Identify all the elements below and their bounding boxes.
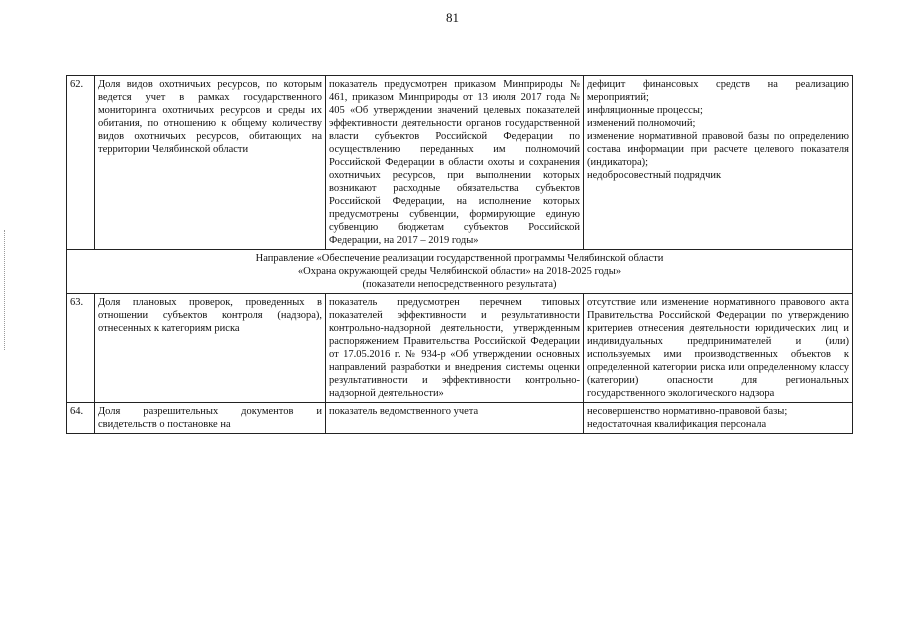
margin-mark (4, 230, 6, 350)
table-row (67, 403, 853, 434)
row-number: 62. (67, 76, 95, 250)
indicator-method: показатель предусмотрен перечнем типовых показателей эффективности и результативности контрольно-надзорной деятельности, утвержденным распоряжением Правительства Российской Федерации от 17.05.2016 г. № 934-р «Об утверждении основных направлений разработки и внедрения системы оценки результативности и эффективности контрольно-надзорной деятельности» (326, 294, 584, 403)
table-row (67, 76, 853, 250)
indicator-method: показатель предусмотрен приказом Минприроды № 461, приказом Минприроды от 13 июля 2017 года № 405 «Об утверждении значений целевых показателей эффективности деятельности органов государственной власти субъектов Российской Федерации по осуществлению переданных им полномочий Российской Федерации в области охоты и сохранения охотничьих ресурсов, при выполнении которых возникают расходные обязательства субъектов Российской Федерации, на исполнение которых предусмотрены субвенции, формирующие единую субвенцию бюджетам субъектов Российской Федерации, на 2017 – 2019 годы» (326, 76, 584, 250)
risk-item: инфляционные процессы; (587, 105, 703, 116)
row-number: 63. (67, 294, 95, 403)
direction-line: «Охрана окружающей среды Челябинской области» на 2018-2025 годы» (297, 266, 622, 277)
risk-factors: отсутствие или изменение нормативного правового акта Правительства Российской Федерации по утверждению критериев отнесения деятельности юридических лиц и индивидуальных предпринимателей и (или) используемых ими производственных объектов к определенной категории риска или определенному классу (категории) опасности для региональных государственного экологического надзора (584, 294, 853, 403)
risk-item: несовершенство нормативно-правовой базы; (587, 406, 788, 417)
risk-item: дефицит финансовых средств на реализацию мероприятий; (587, 79, 849, 103)
row-number: 64. (67, 403, 95, 434)
page-number: 81 (446, 10, 459, 25)
indicators-table (66, 75, 853, 434)
indicator-name: Доля плановых проверок, проведенных в отношении субъектов контроля (надзора), отнесенных к категориям риска (95, 294, 326, 403)
direction-row (67, 250, 853, 294)
direction-heading (67, 250, 853, 294)
risk-item: изменений полномочий; (587, 118, 696, 129)
direction-line: Направление «Обеспечение реализации государственной программы Челябинской области (255, 253, 664, 264)
risk-factors (584, 76, 853, 250)
risk-item: недобросовестный подрядчик (587, 170, 722, 181)
indicator-name (95, 403, 326, 434)
indicator-method: показатель ведомственного учета (326, 403, 584, 434)
direction-line: (показатели непосредственного результата) (362, 279, 557, 290)
indicator-name-text: Доля разрешительных документов и свидетельств о постановке на (98, 406, 322, 430)
risk-item: изменение нормативной правовой базы по определению состава информации при расчете целевого показателя (индикатора); (587, 131, 849, 168)
indicator-name: Доля видов охотничьих ресурсов, по которым ведется учет в рамках государственного мониторинга охотничьих ресурсов и среды их обитания, по отношению к общему количеству видов охотничьих ресурсов, обитающих на территории Челябинской области (95, 76, 326, 250)
risk-item: недостаточная квалификация персонала (587, 419, 767, 430)
risk-factors (584, 403, 853, 434)
table-row (67, 294, 853, 403)
